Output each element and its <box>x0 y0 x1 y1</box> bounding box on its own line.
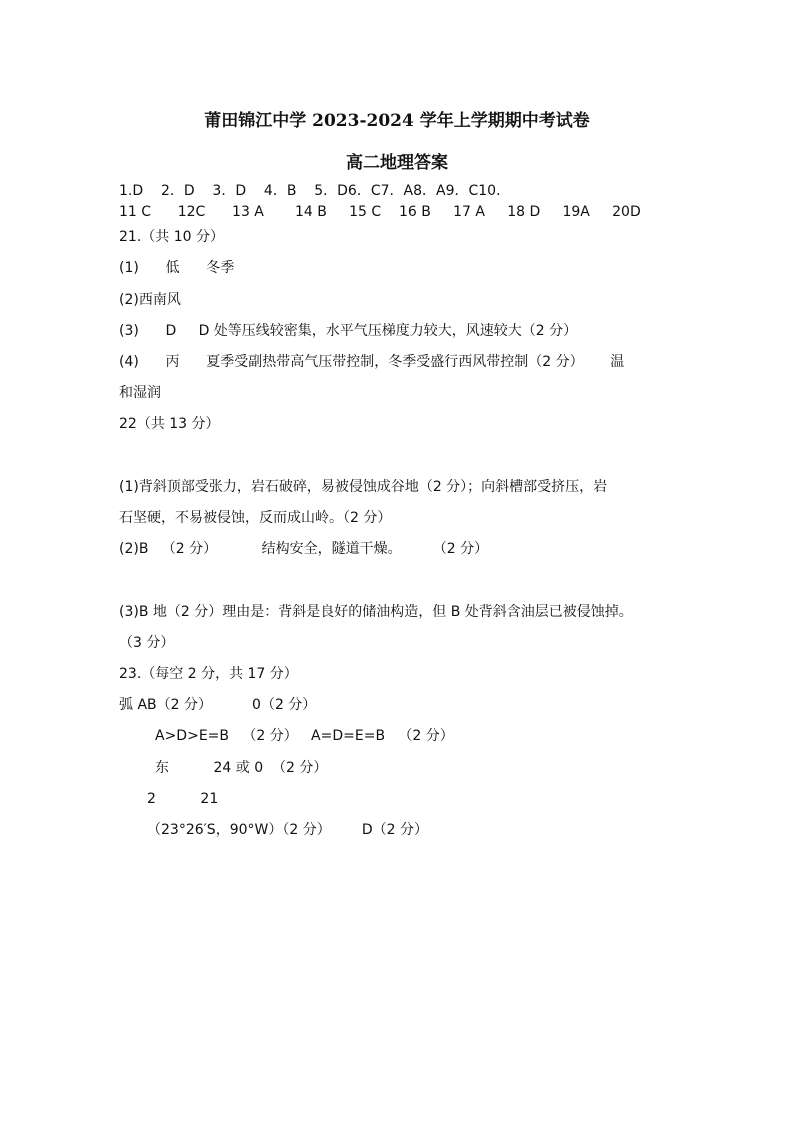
q23-answer-3: 东 24 或 0 （2 分） <box>155 760 328 776</box>
q22-answer-1-cont: 石坚硬，不易被侵蚀，反而成山岭。（2 分） <box>119 510 392 526</box>
q23-answer-5: （23°26′S，90°W）（2 分） D（2 分） <box>147 822 428 838</box>
choice-answers-row-2: 11 C 12C 13 A 14 B 15 C 16 B 17 A 18 D 19A 20D <box>119 204 641 220</box>
q21-answer-1: (1) 低 冬季 <box>119 260 235 276</box>
q23-answer-2: A>D>E=B （2 分） A=D=E=B （2 分） <box>155 728 454 744</box>
q22-answer-1: (1)背斜顶部受张力，岩石破碎，易被侵蚀成谷地（2 分）；向斜槽部受挤压，岩 <box>119 479 608 495</box>
choice-answers-row-1: 1.D 2．D 3．D 4．B 5．D6．C7．A8．A9．C10． <box>119 183 511 199</box>
q21-heading: 21.（共 10 分） <box>119 229 224 245</box>
exam-subtitle: 高二地理答案 <box>346 153 448 173</box>
q21-answer-3: (3) D D 处等压线较密集，水平气压梯度力较大，风速较大（2 分） <box>119 323 578 339</box>
q21-answer-4-cont: 和湿润 <box>119 385 161 401</box>
q23-answer-1: 弧 AB（2 分） 0（2 分） <box>119 697 317 713</box>
q21-answer-2: (2)西南风 <box>119 292 181 308</box>
q23-heading: 23.（每空 2 分，共 17 分） <box>119 666 298 682</box>
q23-answer-4: 2 21 <box>147 791 219 807</box>
exam-title: 莆田锦江中学 2023-2024 学年上学期期中考试卷 <box>204 111 590 131</box>
q22-heading: 22（共 13 分） <box>119 416 220 432</box>
q22-answer-2: (2)B （2 分） 结构安全，隧道干燥。 （2 分） <box>119 541 489 557</box>
q22-answer-3: (3)B 地（2 分）理由是：背斜是良好的储油构造，但 B 处背斜含油层已被侵蚀掉。 <box>119 604 633 620</box>
q22-answer-3-cont: （3 分） <box>119 635 175 651</box>
q21-answer-4: (4) 丙 夏季受副热带高气压带控制，冬季受盛行西风带控制（2 分） 温 <box>119 354 625 370</box>
